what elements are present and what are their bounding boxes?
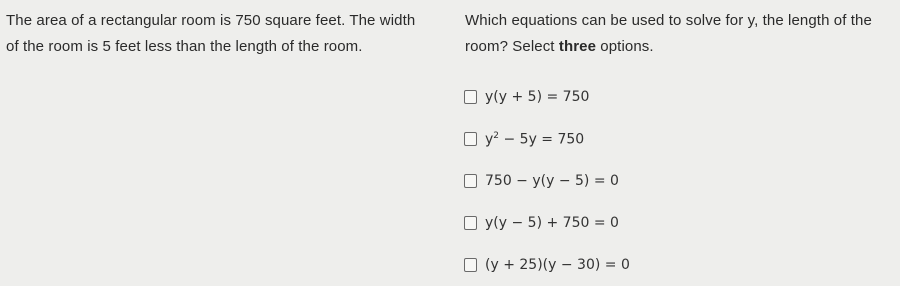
option-4-checkbox[interactable] <box>464 216 477 230</box>
option-4-label[interactable]: y(y − 5) + 750 = 0 <box>485 215 619 231</box>
option-2[interactable] <box>464 118 884 160</box>
option-4[interactable] <box>464 202 884 244</box>
option-3-label[interactable]: 750 − y(y − 5) = 0 <box>485 173 619 189</box>
option-2-label-rest: − 5y = 750 <box>499 131 585 148</box>
question-text-before: Which equations can be used to solve for y, the length of the room? Select <box>465 12 872 55</box>
answer-options <box>464 76 884 286</box>
option-1-label[interactable]: y(y + 5) = 750 <box>485 89 590 105</box>
option-3[interactable] <box>464 160 884 202</box>
option-5-checkbox[interactable] <box>464 258 477 272</box>
option-1[interactable] <box>464 76 884 118</box>
option-2-label[interactable] <box>485 131 584 148</box>
question-text-after: options. <box>596 38 654 55</box>
option-1-checkbox[interactable] <box>464 90 477 104</box>
option-3-checkbox[interactable] <box>464 174 477 188</box>
option-2-label-exponent: 2 <box>493 130 500 141</box>
question-prompt <box>465 8 897 60</box>
option-5[interactable] <box>464 244 884 286</box>
option-2-checkbox[interactable] <box>464 132 477 146</box>
problem-statement: The area of a rectangular room is 750 square feet. The width of the room is 5 feet less than the length of the room. <box>6 12 416 55</box>
option-5-label[interactable]: (y + 25)(y − 30) = 0 <box>485 257 630 273</box>
option-2-label-base: y <box>485 131 494 148</box>
question-emphasis: three <box>558 38 597 55</box>
